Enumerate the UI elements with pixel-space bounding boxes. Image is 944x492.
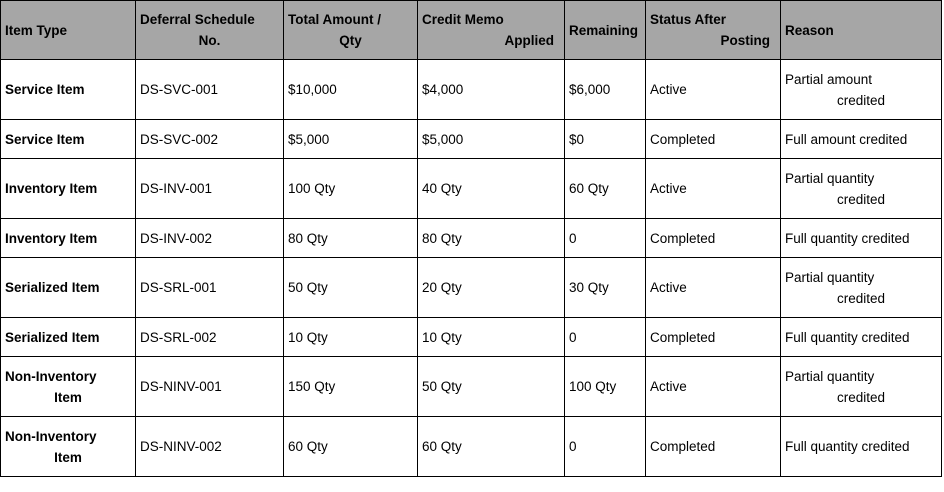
schedule-cell — [136, 120, 284, 159]
status-cell — [646, 417, 781, 477]
schedule: DS-SRL-001 — [140, 280, 217, 295]
type-l1: Serialized Item — [5, 280, 100, 295]
status-cell — [646, 318, 781, 357]
schedule: DS-INV-002 — [140, 230, 213, 246]
table-row — [1, 219, 942, 258]
header-credit-memo: Credit Memo Applied — [418, 1, 565, 60]
status: Completed — [650, 131, 716, 147]
header-remaining: Remaining — [565, 1, 646, 60]
reason-l1: Full quantity credited — [785, 230, 910, 246]
reason-l2: credited — [836, 92, 886, 108]
reason-l1: Full amount credited — [785, 131, 908, 147]
remaining: 60 Qty — [569, 181, 609, 196]
total-cell — [284, 258, 418, 318]
status: Completed — [650, 329, 716, 345]
credit-cell — [418, 357, 565, 417]
remaining: 30 Qty — [569, 280, 609, 295]
reason-cell — [781, 258, 942, 318]
remaining-cell — [565, 258, 646, 318]
schedule-cell — [136, 60, 284, 120]
item-type-cell — [1, 60, 136, 120]
schedule: DS-SRL-002 — [140, 329, 217, 345]
schedule: DS-SVC-001 — [140, 82, 219, 97]
reason-cell — [781, 357, 942, 417]
remaining-cell — [565, 159, 646, 219]
total-cell — [284, 159, 418, 219]
reason-cell — [781, 120, 942, 159]
type-l2: Item — [54, 389, 82, 405]
header-row — [1, 1, 942, 60]
status-cell — [646, 60, 781, 120]
reason-l1: Full quantity credited — [785, 439, 910, 454]
total-cell — [284, 60, 418, 120]
total-cell — [284, 318, 418, 357]
header-total-amount: Total Amount / Qty — [284, 1, 418, 60]
remaining-cell — [565, 120, 646, 159]
remaining-cell — [565, 60, 646, 120]
status-cell — [646, 219, 781, 258]
total-cell — [284, 417, 418, 477]
schedule-cell — [136, 159, 284, 219]
credit: 40 Qty — [422, 181, 462, 196]
header-deferral-schedule: Deferral Schedule No. — [136, 1, 284, 60]
credit-cell — [418, 219, 565, 258]
schedule: DS-NINV-002 — [140, 439, 222, 454]
type-l1: Service Item — [5, 131, 85, 147]
type-l1: Service Item — [5, 82, 85, 97]
credit: 80 Qty — [422, 230, 462, 246]
type-l1: Inventory Item — [5, 230, 98, 246]
credit-cell — [418, 318, 565, 357]
reason-l1: Partial amount — [785, 71, 873, 87]
credit: 60 Qty — [422, 439, 462, 454]
credit-cell — [418, 159, 565, 219]
credit-cell — [418, 60, 565, 120]
table-row — [1, 417, 942, 477]
total: 100 Qty — [288, 181, 336, 196]
status: Active — [650, 181, 687, 196]
status-cell — [646, 357, 781, 417]
remaining-cell — [565, 357, 646, 417]
status: Active — [650, 82, 687, 97]
credit-cell — [418, 417, 565, 477]
item-type-cell — [1, 219, 136, 258]
type-l2: Item — [54, 449, 82, 465]
total: 80 Qty — [288, 230, 328, 246]
total: 150 Qty — [288, 379, 336, 394]
status: Active — [650, 280, 687, 295]
reason-l2: credited — [836, 290, 886, 306]
remaining: 0 — [569, 230, 577, 246]
credit: $4,000 — [422, 82, 464, 97]
remaining: 100 Qty — [569, 379, 617, 394]
item-type-cell — [1, 159, 136, 219]
schedule: DS-NINV-001 — [140, 379, 222, 394]
status-cell — [646, 159, 781, 219]
status-cell — [646, 120, 781, 159]
total: $10,000 — [288, 82, 337, 97]
status: Active — [650, 379, 687, 394]
reason-l1: Partial quantity — [785, 269, 875, 285]
reason-cell — [781, 60, 942, 120]
type-l1: Non-Inventory — [5, 368, 97, 384]
remaining: $0 — [569, 131, 585, 147]
total-cell — [284, 357, 418, 417]
header-item-type: Item Type — [1, 1, 136, 60]
item-type-cell — [1, 318, 136, 357]
item-type-cell — [1, 120, 136, 159]
header-reason: Reason — [781, 1, 942, 60]
reason-cell — [781, 318, 942, 357]
reason-cell — [781, 159, 942, 219]
remaining-cell — [565, 318, 646, 357]
reason-l1: Partial quantity — [785, 368, 875, 384]
type-l1: Non-Inventory — [5, 428, 97, 444]
item-type-cell — [1, 417, 136, 477]
table-row — [1, 357, 942, 417]
reason-cell — [781, 219, 942, 258]
item-type-cell — [1, 258, 136, 318]
remaining-cell — [565, 219, 646, 258]
credit: 50 Qty — [422, 379, 462, 394]
schedule-cell — [136, 258, 284, 318]
status: Completed — [650, 439, 716, 454]
schedule: DS-INV-001 — [140, 181, 213, 196]
total-cell — [284, 219, 418, 258]
total: 50 Qty — [288, 280, 328, 295]
table-row — [1, 318, 942, 357]
schedule-cell — [136, 357, 284, 417]
credit: $5,000 — [422, 131, 464, 147]
type-l1: Serialized Item — [5, 329, 100, 345]
table-row — [1, 258, 942, 318]
remaining: 0 — [569, 439, 577, 454]
total: $5,000 — [288, 131, 330, 147]
header-status: Status After Posting — [646, 1, 781, 60]
credit: 10 Qty — [422, 329, 462, 345]
schedule: DS-SVC-002 — [140, 131, 219, 147]
status: Completed — [650, 230, 716, 246]
reason-l1: Partial quantity — [785, 170, 875, 186]
table-row — [1, 120, 942, 159]
credit: 20 Qty — [422, 280, 462, 295]
item-type-cell — [1, 357, 136, 417]
status-cell — [646, 258, 781, 318]
reason-l2: credited — [836, 191, 886, 207]
total: 60 Qty — [288, 439, 328, 454]
credit-cell — [418, 120, 565, 159]
reason-l2: credited — [836, 389, 886, 405]
remaining: $6,000 — [569, 82, 611, 97]
credit-cell — [418, 258, 565, 318]
remaining-cell — [565, 417, 646, 477]
table-row — [1, 60, 942, 120]
reason-l1: Full quantity credited — [785, 329, 910, 345]
total: 10 Qty — [288, 329, 328, 345]
total-cell — [284, 120, 418, 159]
schedule-cell — [136, 318, 284, 357]
table-row — [1, 159, 942, 219]
schedule-cell — [136, 219, 284, 258]
remaining: 0 — [569, 329, 577, 345]
type-l1: Inventory Item — [5, 181, 98, 196]
schedule-cell — [136, 417, 284, 477]
reason-cell — [781, 417, 942, 477]
